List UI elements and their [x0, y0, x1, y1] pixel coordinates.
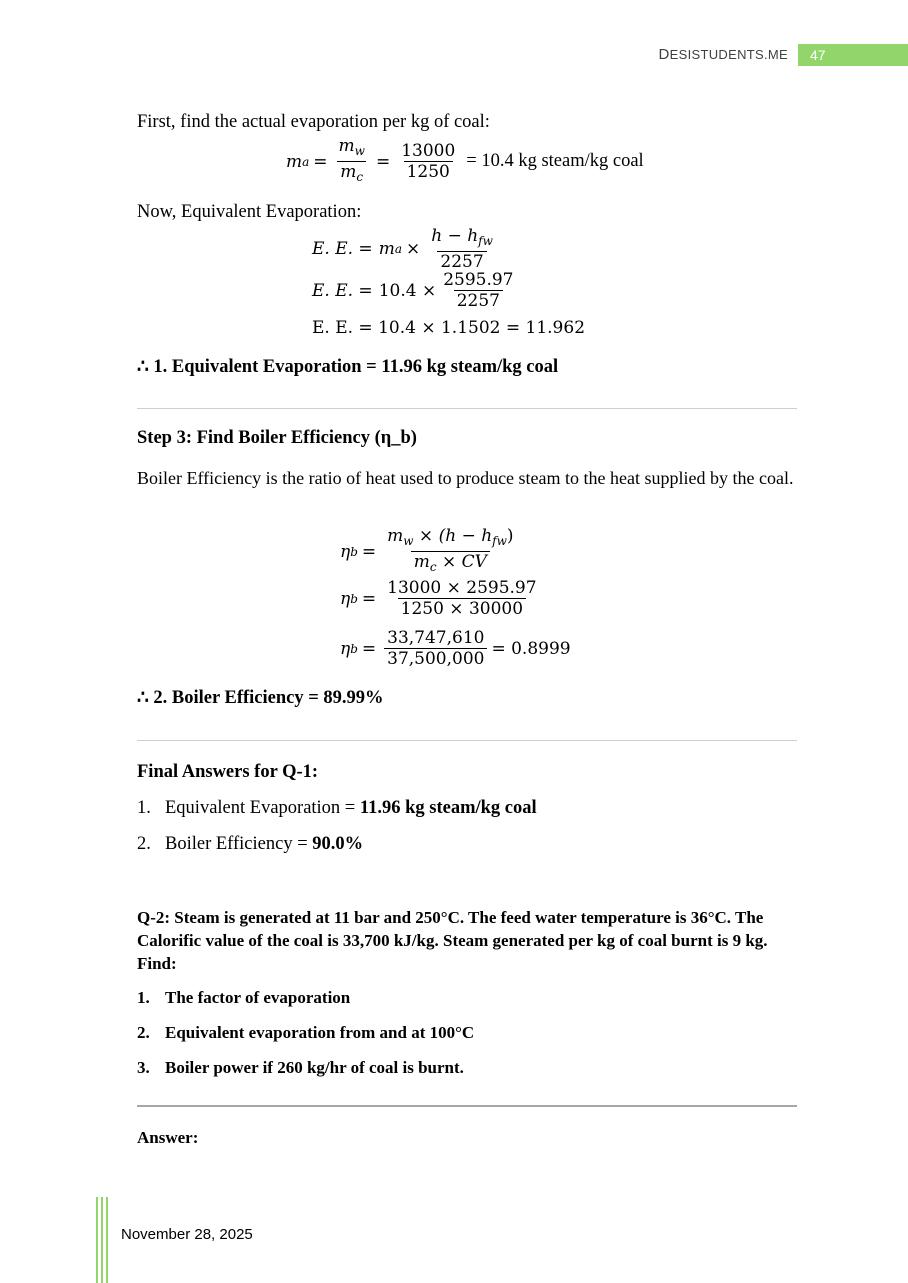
item-text: Equivalent evaporation from and at 100°C: [165, 1023, 475, 1042]
page-number-badge: [798, 44, 908, 66]
final-answers-heading: Final Answers for Q-1:: [137, 762, 319, 782]
denominator: 2257: [454, 290, 503, 311]
page-number: 47: [810, 47, 826, 63]
eq-var: η: [340, 541, 351, 562]
eq-lhs: E. E. =: [312, 239, 373, 259]
efficiency-formula-equation: [340, 526, 521, 577]
eq-var: η: [340, 588, 351, 609]
eq-var: m: [286, 151, 303, 172]
step3-heading: Step 3: Find Boiler Efficiency (η_b): [137, 428, 417, 448]
question-2-text: Q-2: Steam is generated at 11 bar and 250°C. The feed water temperature is 36°C. The Calorific value of the coal is 33,700 kJ/kg. Steam generated per kg of coal burnt is 9 kg. Find:: [137, 908, 768, 973]
eq-text: E. E. = 10.4 × 1.1502 = 11.962: [312, 318, 586, 338]
eq-coefficient: 10.4 ×: [378, 280, 437, 301]
site-name: [650, 46, 788, 63]
equals-sign: =: [375, 151, 391, 172]
eq-sub: b: [350, 591, 358, 606]
fraction: [384, 526, 516, 577]
numerator: m: [338, 136, 355, 156]
item-number: 3.: [137, 1058, 150, 1077]
item-value: 90.0%: [312, 834, 364, 854]
fraction: [384, 628, 487, 669]
numerator: h − h: [431, 226, 479, 246]
item-label: Boiler Efficiency =: [165, 834, 313, 854]
denominator: m: [340, 162, 357, 182]
fraction: [336, 136, 368, 187]
numerator: 2595.97: [443, 270, 514, 290]
numerator: 33,747,610: [387, 628, 485, 648]
numerator: 13000: [401, 141, 456, 161]
equals-sign: =: [361, 588, 377, 609]
fraction: [398, 141, 458, 182]
denominator-sub: c: [429, 560, 437, 574]
numerator-sub: fw: [492, 534, 507, 548]
fraction: [440, 270, 516, 311]
footer-accent-bars: [96, 1197, 110, 1283]
item-number: 2.: [137, 834, 151, 854]
boiler-efficiency-result: ∴ 2. Boiler Efficiency = 89.99%: [137, 688, 384, 708]
times-sign: ×: [405, 239, 421, 259]
numerator: m: [387, 526, 404, 546]
item-number: 1.: [137, 988, 150, 1007]
ee-result-equation: [312, 318, 585, 338]
numerator-mid: × (h − h: [413, 526, 493, 546]
item-text: Boiler power if 260 kg/hr of coal is burnt.: [165, 1058, 464, 1077]
equals-sign: =: [361, 638, 377, 659]
denominator: 37,500,000: [384, 648, 487, 669]
site-name-initial: D: [658, 46, 670, 63]
fraction: [428, 226, 496, 272]
actual-evaporation-equation: [286, 136, 644, 187]
accent-bar: [106, 1197, 108, 1283]
numerator: 13000 × 2595.97: [387, 578, 537, 598]
eq-sub: a: [394, 242, 402, 256]
eq-var: η: [340, 638, 351, 659]
denominator: 2257: [437, 251, 486, 272]
eq-sub: b: [350, 544, 358, 559]
divider: [137, 408, 797, 409]
numerator-sub: w: [403, 534, 414, 548]
ee-formula-equation: [312, 226, 500, 272]
eq-result: = 0.8999: [491, 638, 571, 659]
eq-var: m: [378, 239, 395, 259]
denominator-end: × CV: [436, 552, 487, 572]
efficiency-substitution-equation: [340, 578, 544, 619]
site-name-rest: ESISTUDENTS.ME: [669, 47, 788, 62]
equals-sign: =: [361, 541, 377, 562]
evaporation-intro: First, find the actual evaporation per kg of coal:: [137, 112, 490, 132]
accent-bar: [101, 1197, 103, 1283]
question-item: [137, 1058, 464, 1078]
accent-bar: [96, 1197, 98, 1283]
eq-lhs: E. E. =: [312, 280, 373, 301]
eq-sub: b: [350, 641, 358, 656]
item-number: 1.: [137, 798, 151, 818]
denominator: m: [413, 552, 430, 572]
divider: [137, 740, 797, 741]
denominator: 1250 × 30000: [398, 598, 526, 619]
fraction: [384, 578, 539, 619]
numerator-sub: fw: [478, 234, 493, 248]
item-label: Equivalent Evaporation =: [165, 798, 360, 818]
equivalent-evaporation-intro: Now, Equivalent Evaporation:: [137, 202, 362, 222]
final-answer-item: [137, 834, 363, 855]
eq-sub: a: [302, 154, 310, 169]
question-item: [137, 1023, 474, 1043]
denominator: 1250: [404, 161, 453, 182]
efficiency-result-equation: [340, 628, 571, 669]
eq-result: = 10.4 kg steam/kg coal: [466, 151, 644, 171]
boiler-efficiency-description: Boiler Efficiency is the ratio of heat used to produce steam to the heat supplied by the coal.: [137, 468, 794, 488]
denominator-sub: c: [356, 170, 364, 184]
item-value: 11.96 kg steam/kg coal: [359, 798, 537, 818]
footer-date: November 28, 2025: [121, 1226, 253, 1243]
divider: [137, 1105, 797, 1107]
equivalent-evaporation-result: ∴ 1. Equivalent Evaporation = 11.96 kg steam/kg coal: [137, 357, 559, 377]
equals-sign: =: [313, 151, 328, 172]
question-item: [137, 988, 350, 1008]
ee-substitution-equation: [312, 270, 521, 311]
item-text: The factor of evaporation: [165, 988, 351, 1007]
item-number: 2.: [137, 1023, 150, 1042]
numerator-end: ): [506, 526, 514, 546]
final-answer-item: [137, 798, 537, 819]
numerator-sub: w: [354, 144, 365, 158]
answer-label: Answer:: [137, 1128, 199, 1147]
